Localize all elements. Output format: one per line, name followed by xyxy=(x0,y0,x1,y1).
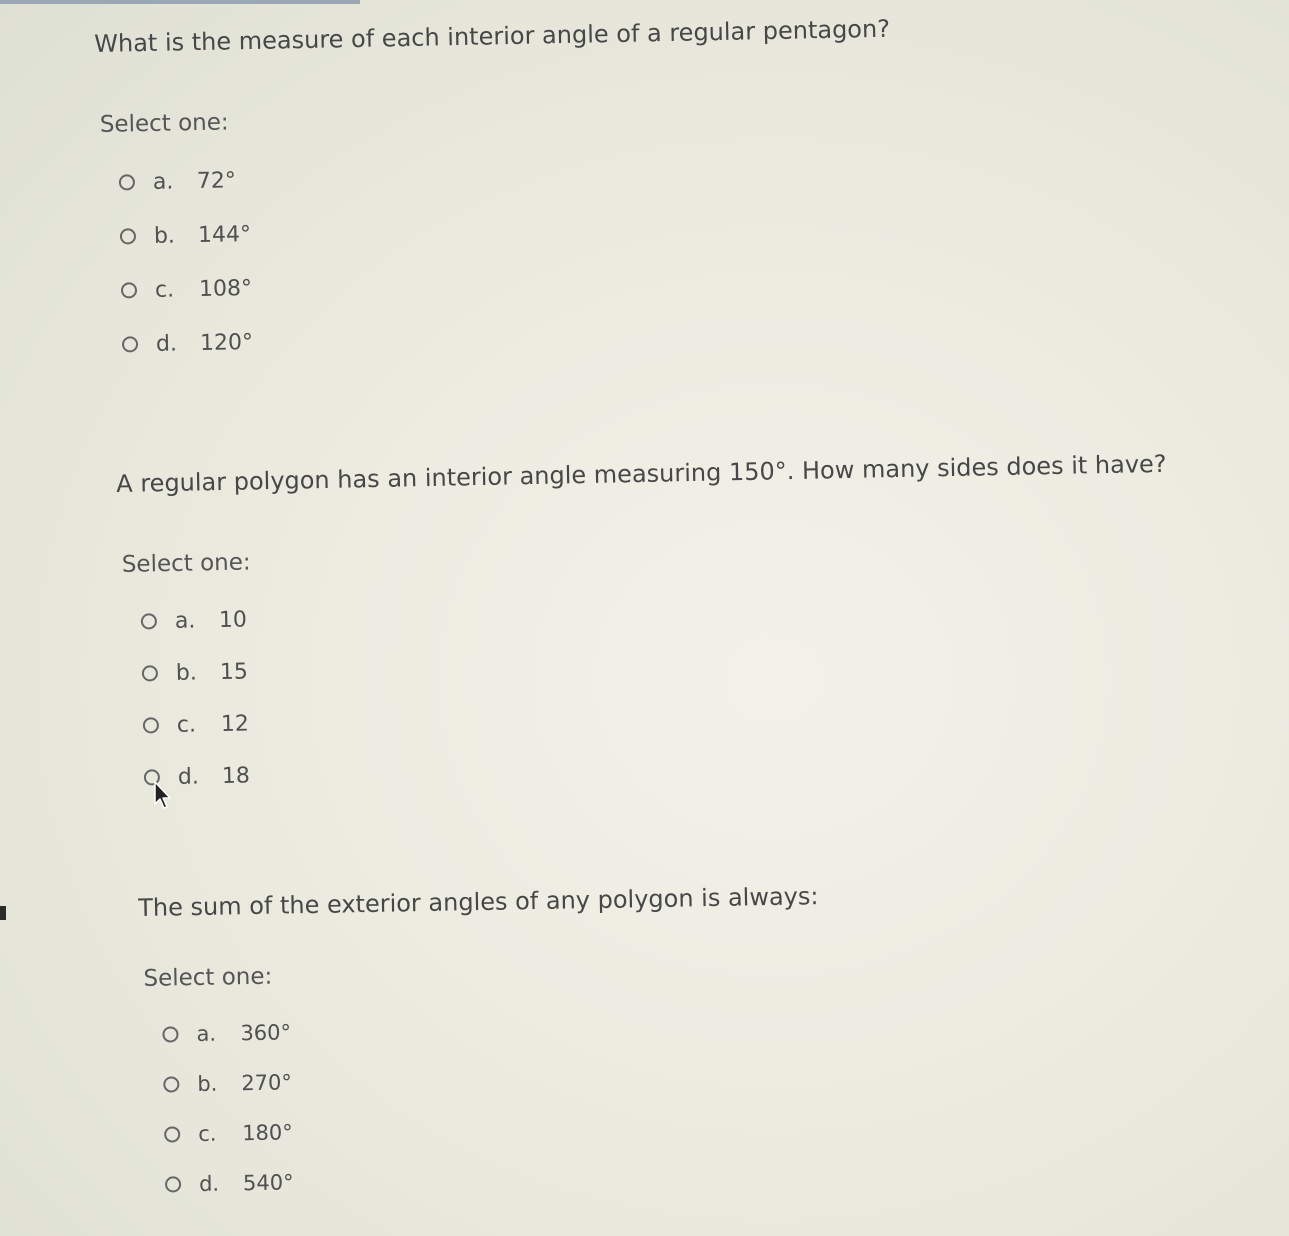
left-edge-mark xyxy=(0,906,6,920)
radio-button[interactable] xyxy=(143,717,159,733)
question-1-options xyxy=(118,141,896,372)
option-letter: c. xyxy=(176,712,197,738)
option-value: 108° xyxy=(198,275,253,302)
radio-button[interactable] xyxy=(121,282,137,298)
option-letter: b. xyxy=(175,659,198,686)
question-3-options xyxy=(162,998,824,1209)
option-letter: d. xyxy=(177,763,200,790)
option-letter: a. xyxy=(152,169,174,195)
option-letter: d. xyxy=(198,1171,220,1196)
radio-button[interactable] xyxy=(141,613,157,629)
top-edge-strip xyxy=(0,0,360,4)
option-letter: a. xyxy=(174,608,196,634)
option-value: 120° xyxy=(199,329,254,356)
question-1-select-label: Select one: xyxy=(99,109,229,138)
option-value: 360° xyxy=(240,1020,292,1046)
radio-button[interactable] xyxy=(119,174,135,190)
question-3-select-label: Select one: xyxy=(143,963,273,992)
option-value: 15 xyxy=(219,659,249,685)
option-value: 540° xyxy=(242,1170,294,1196)
option-value: 72° xyxy=(196,167,237,194)
question-2-select-label: Select one: xyxy=(121,549,251,578)
radio-button[interactable] xyxy=(164,1126,180,1142)
question-2 xyxy=(116,450,1173,804)
radio-button[interactable] xyxy=(142,665,158,681)
question-3 xyxy=(138,882,824,1210)
question-3-text: The sum of the exterior angles of any polygon is always: xyxy=(138,882,819,922)
option-value: 18 xyxy=(221,762,251,789)
option-value: 270° xyxy=(241,1070,293,1096)
mouse-pointer-icon xyxy=(152,780,174,810)
option-value: 12 xyxy=(220,710,250,737)
option-value: 180° xyxy=(241,1120,293,1146)
option-value: 10 xyxy=(218,607,248,633)
option-letter: c. xyxy=(154,277,175,303)
radio-button[interactable] xyxy=(162,1026,178,1042)
option-letter: a. xyxy=(196,1021,217,1046)
radio-button[interactable] xyxy=(165,1176,181,1192)
option-letter: c. xyxy=(197,1121,217,1146)
radio-button[interactable] xyxy=(122,336,138,352)
option-letter: d. xyxy=(155,330,178,357)
question-1 xyxy=(94,15,896,372)
radio-button[interactable] xyxy=(163,1076,179,1092)
option-letter: b. xyxy=(197,1071,218,1096)
option-value: 144° xyxy=(197,221,252,248)
question-2-options xyxy=(140,576,1172,804)
question-2-text: A regular polygon has an interior angle measuring 150°. How many sides does it have? xyxy=(116,449,1167,498)
option-letter: b. xyxy=(153,222,176,249)
question-1-text: What is the measure of each interior angle of a regular pentagon? xyxy=(94,14,891,58)
radio-button[interactable] xyxy=(120,228,136,244)
question-3-option-d[interactable] xyxy=(165,1148,824,1209)
